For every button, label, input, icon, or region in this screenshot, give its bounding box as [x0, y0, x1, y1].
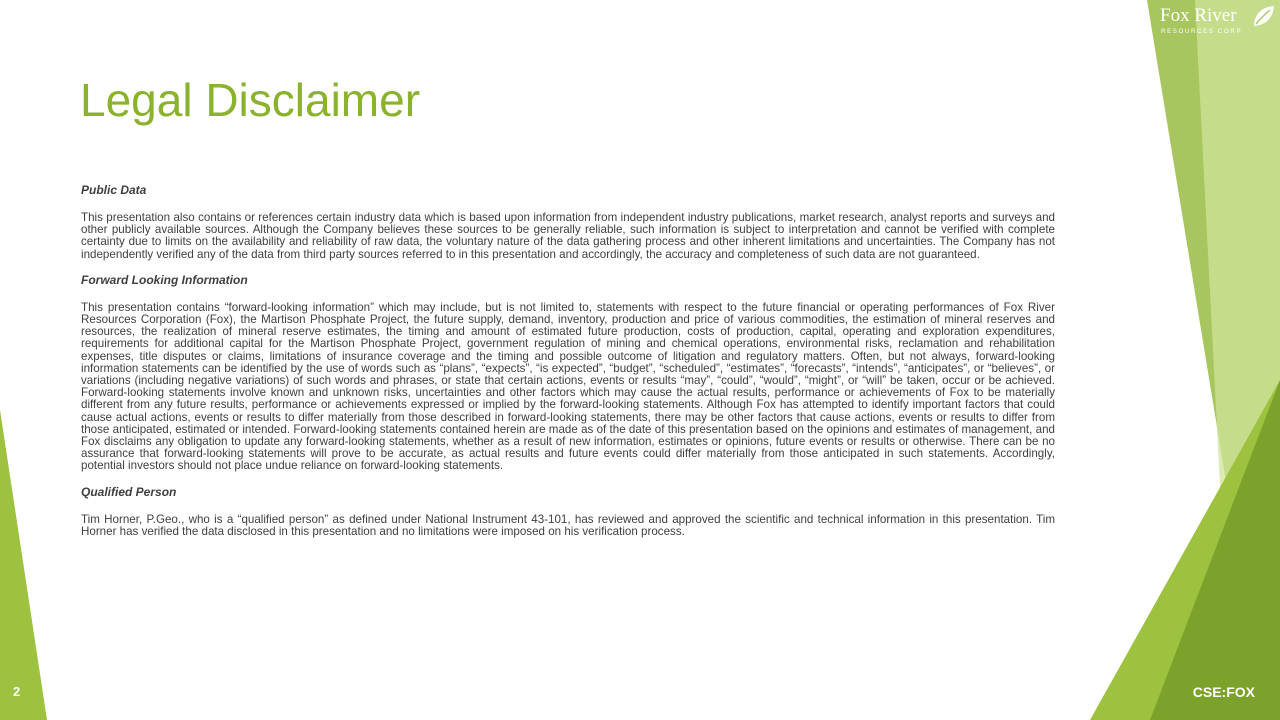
right-dark-triangle [1150, 380, 1280, 720]
section-forward-looking [81, 273, 1055, 473]
section-body: Tim Horner, P.Geo., who is a “qualified person” as defined under National Instrument 43-101, has reviewed and approved the scientific and technical information in this presentation. Tim Horner has verified the data disclosed in this presentation and no limitations were imposed on his verification process. [81, 512, 1055, 538]
disclaimer-content [81, 183, 1055, 550]
logo-subtitle: RESOURCES CORP [1161, 28, 1243, 35]
company-logo [1160, 4, 1278, 38]
section-qualified-person [81, 485, 1055, 538]
leaf-icon [1250, 4, 1276, 30]
section-heading: Public Data [81, 183, 147, 197]
left-green-triangle [0, 410, 47, 720]
section-heading: Qualified Person [81, 484, 177, 499]
page-title: Legal Disclaimer [80, 74, 421, 126]
section-body: This presentation contains “forward-looking information” which may include, but is not limited to, statements with respect to the future financial or operating performances of Fox River Resources Corporation (Fox), the Martison Phosphate Project, the future supply, demand, inventory, production and price of various commodities, the estimation of mineral reserves and resources, the realization of mineral reserve estimates, the timing and amount of estimated future production, costs of production, capital, operating and exploration expenditures, requirements for additional capital for the Martison Phosphate Project, government regulation of mining and chemical operations, environmental risks, reclamation and rehabilitation expenses, title disputes or claims, limitations of insurance coverage and the timing and possible outcome of litigation and regulatory matters. Often, but not always, forward-looking information statements can be identified by the use of words such as “plans”, “expects”, “is expected”, “budget”, “scheduled”, “estimates”, “forecasts”, “intends”, “anticipates”, or “believes”, or variations (including negative variations) of such words and phrases, or state that certain actions, events or results “may”, “could”, “would”, “might”, or “will” be taken, occur or be achieved. Forward-looking statements involve known and unknown risks, uncertainties and other factors which may cause the actual results, performance or achievements of Fox to be materially different from any future results, performance or achievements expressed or implied by the forward-looking statements. Although Fox has attempted to identify important factors that could cause actual actions, events or results to differ materially from those described in forward-looking statements, there may be other factors that cause actions, events or results to differ from those anticipated, estimated or intended. Forward-looking statements contained herein are made as of the date of this presentation based on the opinions and estimates of management, and Fox disclaims any obligation to update any forward-looking statements, whether as a result of new information, estimates or opinions, future events or results or otherwise. There can be no assurance that forward-looking statements will prove to be accurate, as actual results and future events could differ materially from those anticipated in such statements. Accordingly, potential investors should not place undue reliance on forward-looking statements. [81, 300, 1055, 473]
section-heading: Forward Looking Information [81, 272, 248, 287]
logo-name: Fox River [1160, 5, 1237, 26]
section-public-data [81, 183, 1055, 261]
stock-ticker: CSE:FOX [1192, 684, 1255, 700]
section-body: This presentation also contains or references certain industry data which is based upon information from independent industry publications, market research, analyst reports and surveys and other publicly available sources. Although the Company believes these sources to be generally reliable, such information is subject to interpretation and cannot be verified with complete certainty due to limits on the availability and reliability of raw data, the voluntary nature of the data gathering process and other inherent limitations and uncertainties. The Company has not independently verified any of the data from third party sources referred to in this presentation and accordingly, the accuracy and completeness of such data are not guaranteed. [81, 211, 1055, 261]
page-number: 2 [13, 684, 21, 699]
